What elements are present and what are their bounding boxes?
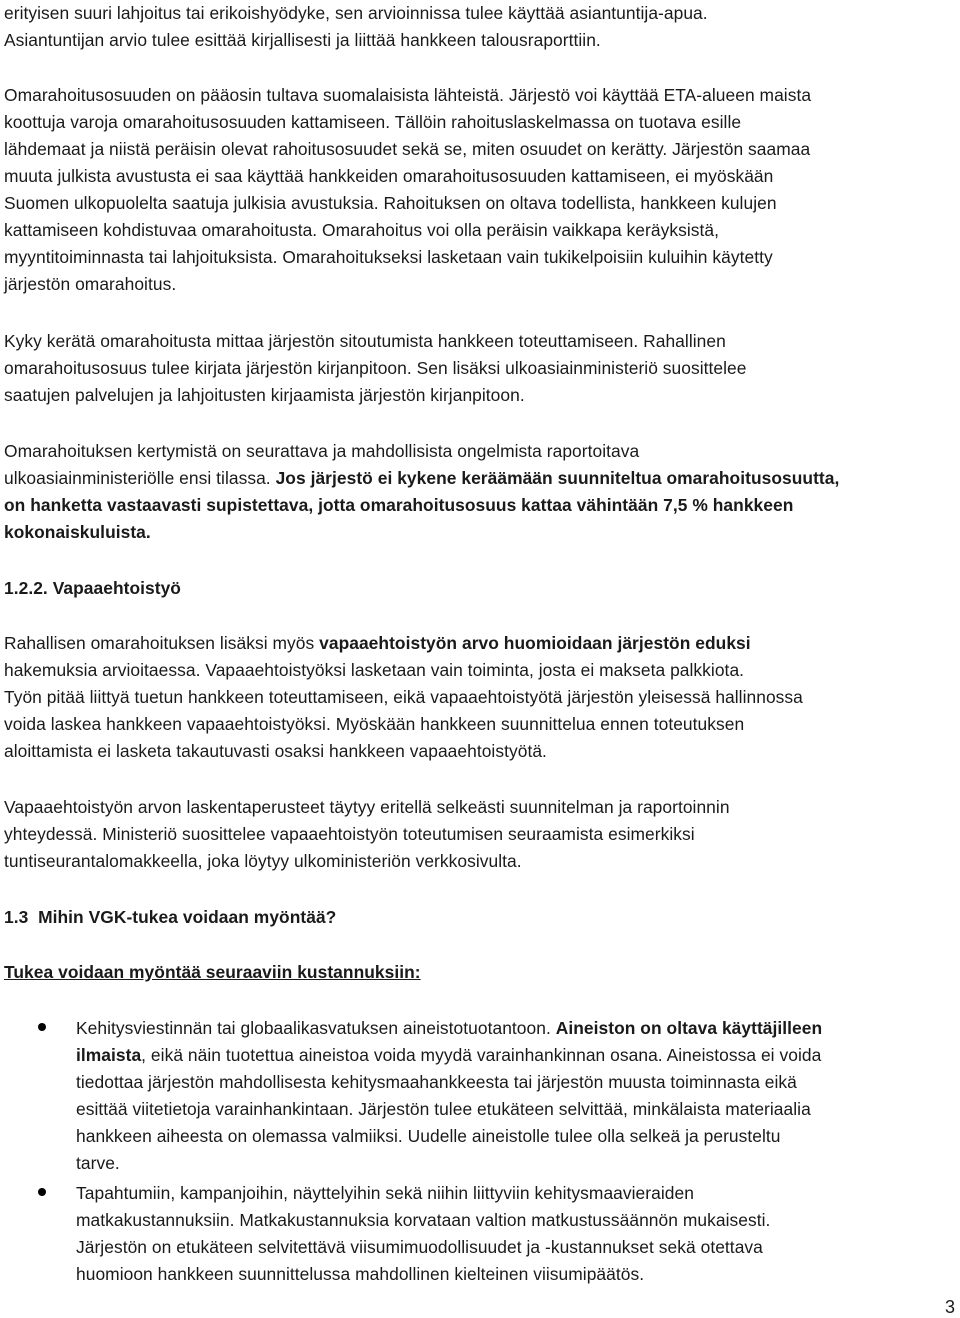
text-line: kattamiseen kohdistuvaa omarahoitusta. Omarahoitus voi olla peräisin vaikkapa keräyksistä, <box>4 220 719 240</box>
list-item-line: hankkeen aiheesta on olemassa valmiiksi. Uudelle aineistolle tulee olla selkeä ja perusteltu <box>76 1126 781 1146</box>
text-line: omarahoitusosuus tulee kirjata järjestön kirjanpitoon. Sen lisäksi ulkoasiainministeriö suosittelee <box>4 358 747 378</box>
text-line: Vapaaehtoistyön arvon laskentaperusteet täytyy eritellä selkeästi suunnitelman ja raportoinnin <box>4 797 730 817</box>
text-run: , eikä näin tuotettua aineistoa voida myydä varainhankinnan osana. Aineistossa ei voida <box>141 1045 822 1065</box>
section-heading: 1.3 Mihin VGK-tukea voidaan myöntää? <box>4 907 337 927</box>
section-heading: 1.2.2. Vapaaehtoistyö <box>4 578 181 598</box>
text-line: erityisen suuri lahjoitus tai erikoishyödyke, sen arvioinnissa tulee käyttää asiantuntija-apua. <box>4 3 708 23</box>
text-run: Rahallisen omarahoituksen lisäksi myös <box>4 633 320 653</box>
page-number: 3 <box>945 1297 956 1317</box>
list-item-line: matkakustannuksiin. Matkakustannuksia korvataan valtion matkustussäännön mukaisesti. <box>76 1210 771 1230</box>
text-line: muuta julkista avustusta ei saa käyttää hankkeiden omarahoitusosuuden kattamiseen, ei myöskään <box>4 166 774 186</box>
bold-text-run: Aineiston on oltava käyttäjilleen <box>555 1018 823 1038</box>
text-line: Suomen ulkopuolelta saatuja julkisia avustuksia. Rahoituksen on oltava todellista, hankkeen kulujen <box>4 193 777 213</box>
text-line: yhteydessä. Ministeriö suosittelee vapaaehtoistyön toteutumisen seuraamista esimerkiksi <box>4 824 695 844</box>
text-line: voida laskea hankkeen vapaaehtoistyöksi. Myöskään hankkeen suunnittelua ennen toteutuksen <box>4 714 745 734</box>
text-line: tuntiseurantalomakkeella, joka löytyy ulkoministeriön verkkosivulta. <box>4 851 522 871</box>
text-run: ulkoasiainministeriölle ensi tilassa. <box>4 468 276 488</box>
list-item-line: tiedottaa järjestön mahdollisesta kehitysmaahankkeesta tai järjestön muusta toiminnasta eikä <box>76 1072 797 1092</box>
text-line: myyntitoiminnasta tai lahjoituksista. Omarahoitukseksi lasketaan vain tukikelpoisiin kuluihin käytetty <box>4 247 773 267</box>
bold-text-run: Jos järjestö ei kykene keräämään suunniteltua omarahoitusosuutta, <box>275 468 840 488</box>
list-item-line: huomioon hankkeen suunnittelussa mahdollinen kielteinen viisumipäätös. <box>76 1264 645 1284</box>
list-item-line: Tapahtumiin, kampanjoihin, näyttelyihin sekä niihin liittyviin kehitysmaavieraiden <box>76 1183 694 1203</box>
subheading: Tukea voidaan myöntää seuraaviin kustannuksiin: <box>4 962 421 982</box>
bold-text-line: kokonaiskuluista. <box>4 522 151 542</box>
text-line: Työn pitää liittyä tuetun hankkeen toteuttamiseen, eikä vapaaehtoistyötä järjestön yleisessä hallinnossa <box>4 687 803 707</box>
bold-text-line: on hanketta vastaavasti supistettava, jotta omarahoitusosuus kattaa vähintään 7,5 % hankkeen <box>4 495 794 515</box>
list-item-line <box>76 1044 821 1066</box>
list-item-line: esittää viitetietoja varainhankintaan. Järjestön tulee etukäteen selvittää, minkälaista materiaalia <box>76 1099 811 1119</box>
text-line: lähdemaat ja niistä peräisin olevat rahoitusosuudet sekä se, miten osuudet on kerätty. Järjestön saamaa <box>4 139 811 159</box>
text-line: hakemuksia arvioitaessa. Vapaaehtoistyöksi lasketaan vain toiminta, josta ei makseta palkkiota. <box>4 660 745 680</box>
bold-text-run: vapaaehtoistyön arvo huomioidaan järjestön eduksi <box>319 633 751 653</box>
text-line: saatujen palvelujen ja lahjoitusten kirjaamista järjestön kirjanpitoon. <box>4 385 525 405</box>
bullet-icon <box>38 1023 46 1031</box>
text-line: järjestön omarahoitus. <box>4 274 177 294</box>
bold-text-run: ilmaista <box>76 1045 142 1065</box>
text-line: Omarahoitusosuuden on pääosin tultava suomalaisista lähteistä. Järjestö voi käyttää ETA-alueen maista <box>4 85 812 105</box>
list-item-line: Järjestön on etukäteen selvitettävä viisumimuodollisuudet ja -kustannukset sekä otettava <box>76 1237 763 1257</box>
text-line: Asiantuntijan arvio tulee esittää kirjallisesti ja liittää hankkeen talousraporttiin. <box>4 30 601 50</box>
text-run: Kehitysviestinnän tai globaalikasvatuksen aineistotuotantoon. <box>76 1018 556 1038</box>
text-line <box>4 632 751 654</box>
list-item-line <box>76 1017 822 1039</box>
text-line <box>4 467 839 489</box>
bullet-icon <box>38 1188 46 1196</box>
text-line: Kyky kerätä omarahoitusta mittaa järjestön sitoutumista hankkeen toteuttamiseen. Rahallinen <box>4 331 726 351</box>
text-line: koottuja varoja omarahoitusosuuden kattamiseen. Tällöin rahoituslaskelmassa on tuotava esille <box>4 112 742 132</box>
text-line: Omarahoituksen kertymistä on seurattava ja mahdollisista ongelmista raportoitava <box>4 441 640 461</box>
list-item-line: tarve. <box>76 1153 120 1173</box>
text-line: aloittamista ei lasketa takautuvasti osaksi hankkeen vapaaehtoistyötä. <box>4 741 547 761</box>
